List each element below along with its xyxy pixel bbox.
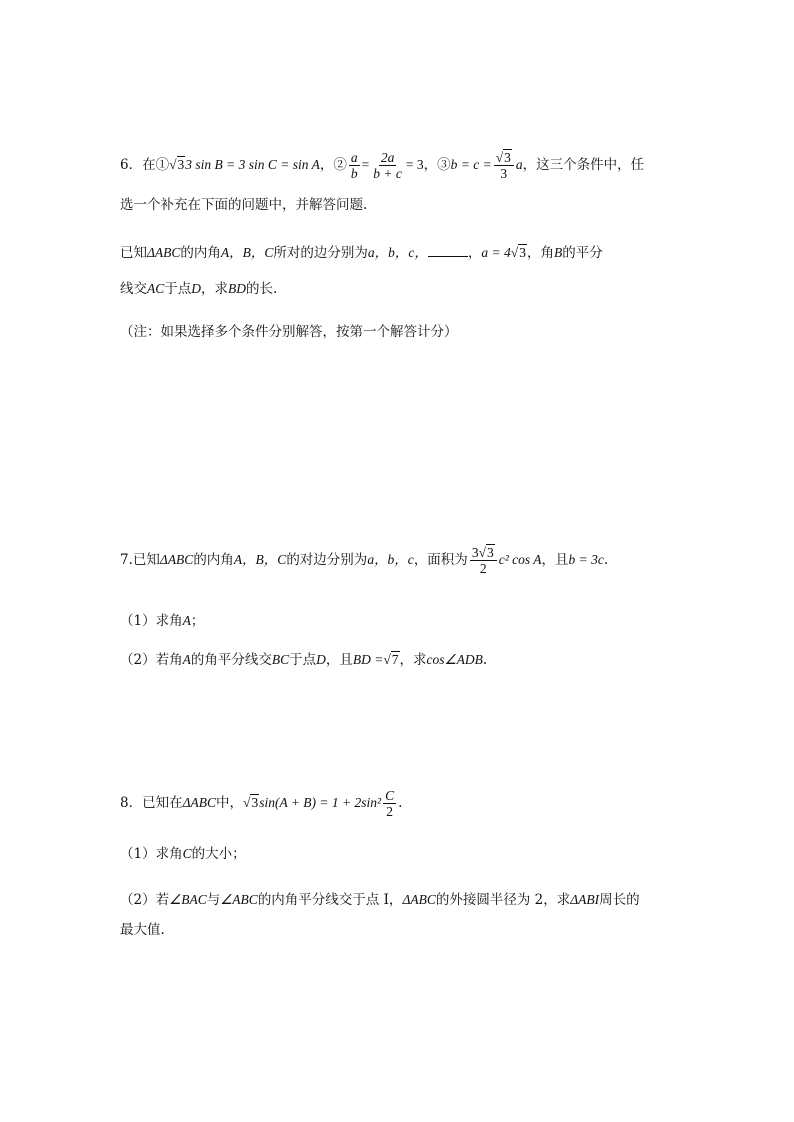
problem6-note: （注：如果选择多个条件分别解答，按第一个解答计分） (120, 324, 458, 340)
fraction-2a-over-bc: $\frac{2a}{b + c}$ (373, 150, 402, 181)
separator-2: ，② (319, 157, 347, 173)
problem6-line1: 6．在①√33 sin B = 3 sin C = sin A，② $\frac{a}{b}$ = $\frac{2a}{b + c}$ = 3，③b = c = $\frac{√3}{3}$ a，这三个条件中，任 (120, 150, 645, 181)
triangle-abc: ΔABC (147, 245, 181, 260)
sqrt7: √7 (383, 652, 399, 667)
problem8-question2: （2）若∠BAC与∠ABC的内角平分线交于点 I，ΔABC的外接圆半径为 2，求ΔABI周长的 (120, 892, 640, 908)
condition1-text: 3 sin B = 3 sin C = sin A (185, 157, 320, 172)
fraction-c-over-2: $\frac{C}{2}$ (385, 788, 395, 819)
fraction-sqrt3-over-3: $\frac{√3}{3}$ (494, 150, 514, 181)
problem6-line4: 线交AC于点D，求BD的长. (120, 281, 278, 297)
fraction-a-over-b: $\frac{a}{b}$ (350, 150, 358, 181)
answer-blank (428, 255, 468, 257)
triangle-abc: ΔABC (182, 795, 217, 810)
problem6-line1-tail: ，这三个条件中，任 (522, 157, 645, 173)
separator-3: ，③ (423, 157, 451, 173)
problem7-question1: （1）求角A； (120, 613, 205, 629)
sqrt3: √3 (510, 245, 526, 260)
condition3-lhs: b = c = (450, 157, 492, 172)
fraction-3sqrt3-over-2: $\frac{3√3}{2}$ (470, 545, 497, 576)
problem6-line3: 已知ΔABC的内角A，B，C所对的边分别为a，b，c， ，a = 4√3，角B的平分 (120, 245, 603, 261)
condition1-sqrt3: √3 (169, 157, 185, 172)
problem8-question2-cont: 最大值. (120, 922, 165, 938)
problem6-number: 6．在① (120, 157, 170, 173)
problem7-statement: 7.已知ΔABC的内角A，B，C的对边分别为a，b，c，面积为 $\frac{3√3}{2}$ c² cos A，且b = 3c. (120, 545, 609, 576)
condition2-tail: = 3 (405, 157, 424, 172)
problem7-question2: （2）若角A的角平分线交BC于点D，且BD =√7，求cos∠ADB. (120, 652, 488, 668)
problem8-question1: （1）求角C的大小； (120, 846, 246, 862)
problem6-line2: 选一个补充在下面的问题中，并解答问题. (120, 197, 368, 213)
problem8-statement: 8．已知在ΔABC中，√3sin(A + B) = 1 + 2sin² $\frac{C}{2}$ . (120, 788, 403, 819)
sqrt3: √3 (243, 795, 259, 810)
triangle-abc: ΔABC (159, 552, 194, 567)
